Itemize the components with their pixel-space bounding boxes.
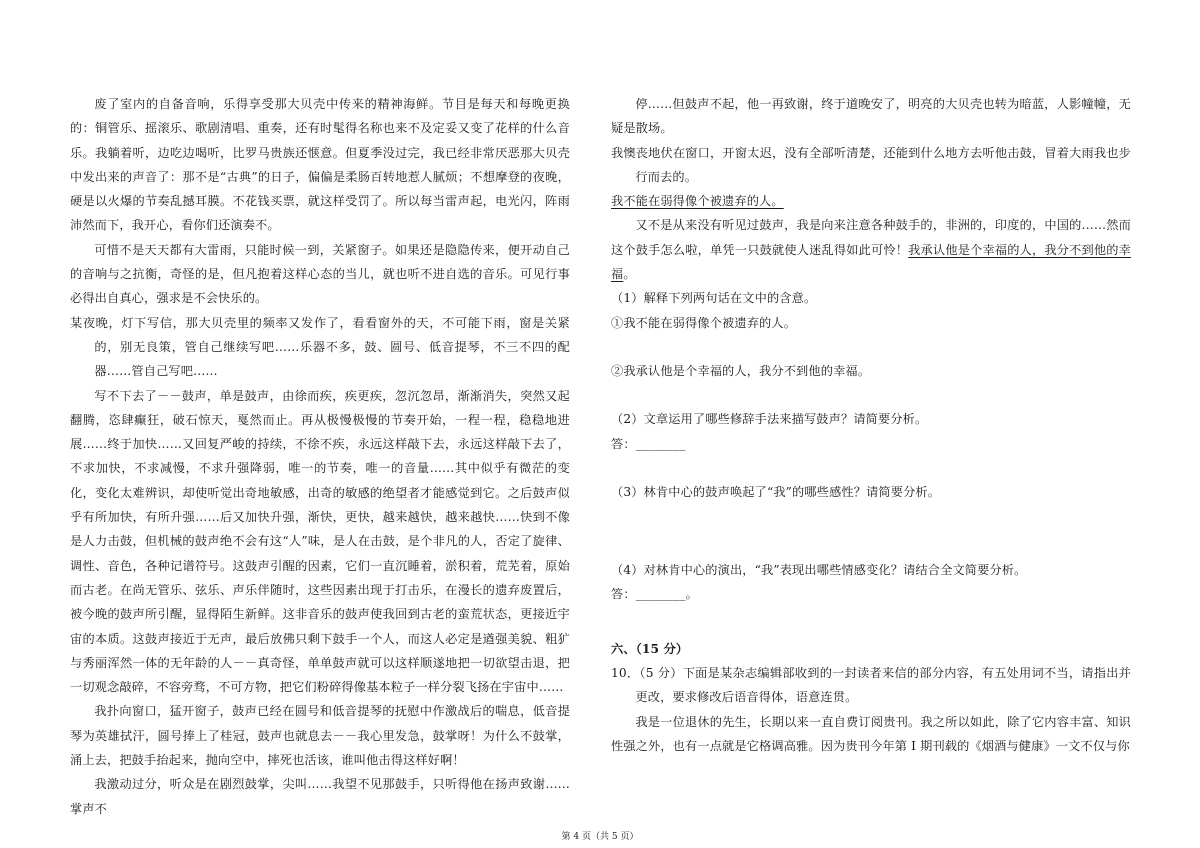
underlined-sentence-1 [611, 189, 1131, 213]
answer-line-4 [611, 582, 1131, 606]
left-paragraph-5: 我扑向窗口，猛开窗子，鼓声已经在圆号和低音提琴的抚慰中作激战后的喘息，低音提琴为英雄拭汗，圆号捧上了桂冠，鼓声也就息去－－我心里发急，鼓掌呀！为什么不鼓掌，涌上去，把鼓手抬起来，抛向空中，摔死也活该，谁叫他击得这样好啊！ [70, 704, 570, 768]
question-1-item-a: ①我不能在弱得像个被遗弃的人。 [611, 315, 797, 330]
letter-text: 我是一位退休的先生，长期以来一直自费订阅贵刊。我之所以如此，除了它内容丰富、知识性强之外，也有一点就是它格调高雅。因为贵刊今年第 Ⅰ 期刊载的《烟酒与健康》一文不仅与你 [611, 714, 1131, 753]
answer-label: 答： [611, 587, 636, 602]
answer-space [611, 383, 1131, 407]
underlined-text: 我不能在弱得像个被遗弃的人。 [611, 194, 784, 209]
answer-line-2 [611, 432, 1131, 456]
passage-continuation: 停……但鼓声不起，他一再致谢，终于道晚安了，明亮的大贝壳也转为暗蓝，人影幢幢，无疑是散场。 [611, 97, 1131, 136]
page-footer: 第 4 页（共 5 页） [561, 832, 639, 842]
left-column [70, 92, 570, 821]
question-4: （4）对林肯中心的演出，“我”表现出哪些情感变化？请结合全文简要分析。 [611, 563, 1027, 578]
answer-space [611, 335, 1131, 359]
answer-blank: ________ [635, 587, 686, 602]
answer-space [611, 534, 1131, 558]
passage-paragraph-last [611, 213, 1131, 286]
left-paragraph-4: 写不下去了－－鼓声，单是鼓声，由徐而疾，疾更疾，忽沉忽昂，渐渐消失，突然又起翻腾，恣肆癫狂，破石惊天，戛然而止。再从极慢极慢的节奏开始，一程一程，稳稳地进展……终于加快……又回复严峻的持续，不徐不疾，永远这样敲下去，永远这样敲下去了，不求加快，不求减慢，不求升强降弱，唯一的节奏，唯一的音量……其中似乎有微茫的变化，变化太难辨识，却使听觉出奇地敏感，出奇的敏感的绝望者才能感觉到它。之后鼓声似乎有所加快，有所升强……后又加快升强，渐快，更快，越来越快，越来越快……快到不像是人力击鼓，但机械的鼓声绝不会有这“人”味，是人在击鼓，是个非凡的人，否定了旋律、调性、音色，各种记谱符号。这鼓声引醒的因素，它们一直沉睡着，淤积着，荒芜着，原始而古老。在尚无管乐、弦乐、声乐伴随时，这些因素出现于打击乐，在漫长的遗弃废置后，被今晚的鼓声所引醒，显得陌生新鲜。这非音乐的鼓声使我回到古老的蛮荒状态，更接近宇宙的本质。这鼓声接近于无声，最后放佛只剩下鼓手一个人，而这人必定是遒强美貌、粗犷与秀丽浑然一体的无年龄的人－－真奇怪，单单鼓声就可以这样顺遂地把一切欲望击退，把一切观念敲碎，不容旁骛，不可方物，把它们粉碎得像基本粒子一样分裂飞扬在宇宙中…… [70, 388, 570, 695]
answer-space [611, 504, 1131, 534]
left-paragraph-6: 我激动过分，听众是在剧烈鼓掌，尖叫……我望不见那鼓手，只听得他在扬声致谢……掌声不 [70, 777, 570, 816]
punctuation: 。 [623, 267, 636, 282]
answer-space [611, 456, 1131, 480]
question-1-item-b: ②我承认他是个幸福的人，我分不到他的幸福。 [611, 363, 871, 378]
left-paragraph-1: 废了室内的自备音响，乐得享受那大贝壳中传来的精神海鲜。节目是每天和每晚更换的：铜管乐、摇滚乐、歌剧清唱、重奏，还有时髦得名称也来不及定妥又变了花样的什么音乐。我躺着听，边吃边喝听，比罗马贵族还惬意。但夏季没过完，我已经非常厌恶那大贝壳中发出来的声音了：那不是“古典”的日子，偏偏是柔肠百转地惹人腻烦；不想摩登的夜晚，硬是以火爆的节奏乱撼耳膜。不花钱买票，就这样受罚了。所以每当雷声起，电光闪，阵雨沛然而下，我开心，看你们还演奏不。 [70, 97, 570, 233]
left-paragraph-2: 可惜不是天天都有大雷雨，只能时候一到，关紧窗子。如果还是隐隐传来，便开动自己的音响与之抗衡，奇怪的是，但凡抱着这样心态的当儿，就也听不进自选的音乐。可见行事必得出自真心，强求是不会快乐的。 [70, 242, 570, 306]
section-heading: 六、（15 分） [611, 641, 689, 656]
underlined-sentence-2: 我承认他是个幸福的人，我分不到他的幸福 [611, 242, 1131, 282]
answer-label: 答： [611, 436, 636, 451]
left-paragraph-3: 某夜晚，灯下写信，那大贝壳里的频率又发作了，看看窗外的天，不可能下雨，窗是关紧的，别无良策，管自己继续写吧……乐器不多，鼓、圆号、低音提琴，不三不四的配器……管自己写吧…… [70, 315, 570, 379]
question-2: （2）文章运用了哪些修辞手法来描写鼓声？请简要分析。 [611, 412, 928, 427]
question-10: 10．（5 分）下面是某杂志编辑部收到的一封读者来信的部分内容，有五处用词不当，请指出并更改，要求修改后语音得体，语意连贯。 [611, 666, 1131, 705]
answer-blank: ________ [635, 436, 686, 451]
passage-text: 又不是从来没有听见过鼓声，我是向来注意各种鼓手的，非洲的，印度的，中国的……然而这个鼓手怎么啦，单凭一只鼓就使人迷乱得如此可怜！ [611, 218, 1131, 257]
answer-space [611, 607, 1131, 637]
passage-paragraph: 我懊丧地伏在窗口，开窗太迟，没有全部听清楚，还能到什么地方去听他击鼓，冒着大雨我也步行而去的。 [611, 145, 1131, 184]
question-1: （1）解释下列两句话在文中的含意。 [611, 291, 817, 306]
answer-end: 。 [685, 587, 698, 602]
question-3: （3）林肯中心的鼓声唤起了“我”的哪些感性？请简要分析。 [611, 484, 941, 499]
right-column [611, 92, 1131, 758]
